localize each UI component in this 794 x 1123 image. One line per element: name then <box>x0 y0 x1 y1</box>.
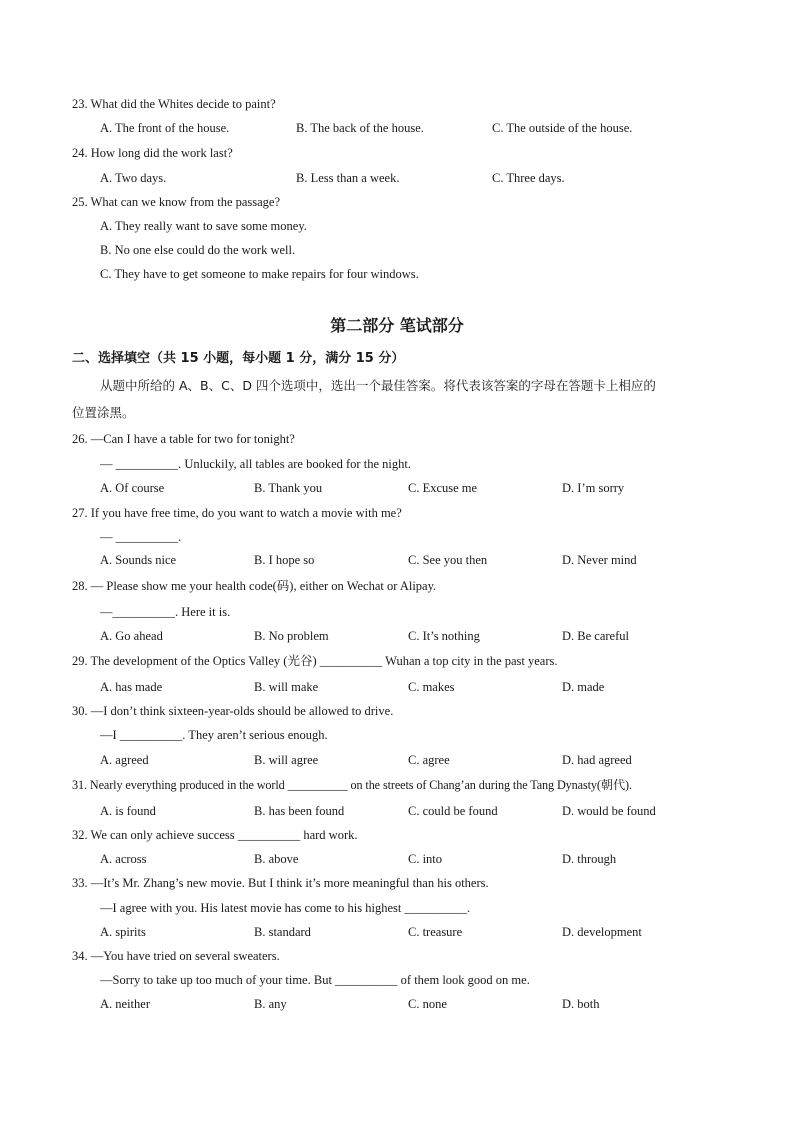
question-26-option-b: B. Thank you <box>254 481 323 495</box>
question-29-option-d: D. made <box>562 680 605 694</box>
question-32-option-a: A. across <box>100 852 147 866</box>
question-26-option-d: D. I’m sorry <box>562 481 625 495</box>
question-29-option-a: A. has made <box>100 680 163 694</box>
question-27-option-d: D. Never mind <box>562 553 637 567</box>
question-34-option-b: B. any <box>254 997 287 1011</box>
question-29-line-1: 29. The development of the Optics Valley (光谷) __________ Wuhan a top city in the past years. <box>72 654 558 668</box>
question-23-stem: 23. What did the Whites decide to paint? <box>72 97 276 111</box>
question-25-option-c: C. They have to get someone to make repairs for four windows. <box>100 267 419 281</box>
question-29-option-c: C. makes <box>408 680 455 694</box>
question-28-option-b: B. No problem <box>254 629 329 643</box>
question-24-option-b: B. Less than a week. <box>296 171 400 185</box>
question-25-stem: 25. What can we know from the passage? <box>72 195 281 209</box>
question-28-option-a: A. Go ahead <box>100 629 163 643</box>
question-29-option-b: B. will make <box>254 680 319 694</box>
question-31-option-a: A. is found <box>100 804 156 818</box>
instruction-line-2: 位置涂黑。 <box>72 405 135 420</box>
question-31-option-d: D. would be found <box>562 804 656 818</box>
question-24-stem: 24. How long did the work last? <box>72 146 233 160</box>
question-30-line-2: —I __________. They aren’t serious enough. <box>100 728 328 742</box>
instruction-line-1: 从题中所给的 A、B、C、D 四个选项中，选出一个最佳答案。将代表该答案的字母在答题卡上相应的 <box>100 378 656 393</box>
question-33-option-c: C. treasure <box>408 925 463 939</box>
question-25-option-a: A. They really want to save some money. <box>100 219 307 233</box>
question-31-option-c: C. could be found <box>408 804 498 818</box>
question-32-option-c: C. into <box>408 852 443 866</box>
question-31-option-b: B. has been found <box>254 804 345 818</box>
question-34-line-1: 34. —You have tried on several sweaters. <box>72 949 280 963</box>
section-heading: 二、选择填空（共 15 小题，每小题 1 分，满分 15 分） <box>72 351 405 366</box>
question-33-option-a: A. spirits <box>100 925 146 939</box>
question-32-option-b: B. above <box>254 852 299 866</box>
question-28-line-2: —__________. Here it is. <box>100 605 231 619</box>
question-24-option-c: C. Three days. <box>492 171 565 185</box>
question-30-line-1: 30. —I don’t think sixteen-year-olds should be allowed to drive. <box>72 704 394 718</box>
question-27-option-a: A. Sounds nice <box>100 553 177 567</box>
question-30-option-b: B. will agree <box>254 753 319 767</box>
question-33-option-d: D. development <box>562 925 642 939</box>
question-27-line-2: — __________. <box>100 530 182 544</box>
question-33-option-b: B. standard <box>254 925 311 939</box>
question-24-option-a: A. Two days. <box>100 171 167 185</box>
question-26-option-c: C. Excuse me <box>408 481 478 495</box>
question-27-option-c: C. See you then <box>408 553 488 567</box>
question-26-option-a: A. Of course <box>100 481 165 495</box>
question-27-line-1: 27. If you have free time, do you want to watch a movie with me? <box>72 506 402 520</box>
question-33-line-1: 33. —It’s Mr. Zhang’s new movie. But I think it’s more meaningful than his others. <box>72 876 489 890</box>
question-34-line-2: —Sorry to take up too much of your time. But __________ of them look good on me. <box>100 973 530 987</box>
question-23-option-b: B. The back of the house. <box>296 121 424 135</box>
question-34-option-c: C. none <box>408 997 447 1011</box>
question-34-option-a: A. neither <box>100 997 150 1011</box>
question-26-line-1: 26. —Can I have a table for two for tonight? <box>72 432 295 446</box>
question-28-option-d: D. Be careful <box>562 629 629 643</box>
question-26-line-2: — __________. Unluckily, all tables are booked for the night. <box>100 457 411 471</box>
question-32-option-d: D. through <box>562 852 617 866</box>
question-28-option-c: C. It’s nothing <box>408 629 480 643</box>
part-title: 第二部分 笔试部分 <box>330 316 464 335</box>
question-34-option-d: D. both <box>562 997 600 1011</box>
question-30-option-d: D. had agreed <box>562 753 632 767</box>
question-23-option-a: A. The front of the house. <box>100 121 230 135</box>
question-27-option-b: B. I hope so <box>254 553 315 567</box>
question-25-option-b: B. No one else could do the work well. <box>100 243 296 257</box>
question-32-line-1: 32. We can only achieve success __________ hard work. <box>72 828 358 842</box>
question-30-option-c: C. agree <box>408 753 450 767</box>
question-28-line-1: 28. — Please show me your health code(码), either on Wechat or Alipay. <box>72 579 437 593</box>
question-31-line-1: 31. Nearly everything produced in the world __________ on the streets of Chang’an during the Tang Dynasty(朝代). <box>72 778 632 792</box>
question-33-line-2: —I agree with you. His latest movie has come to his highest __________. <box>100 901 471 915</box>
question-23-option-c: C. The outside of the house. <box>492 121 633 135</box>
question-30-option-a: A. agreed <box>100 753 149 767</box>
